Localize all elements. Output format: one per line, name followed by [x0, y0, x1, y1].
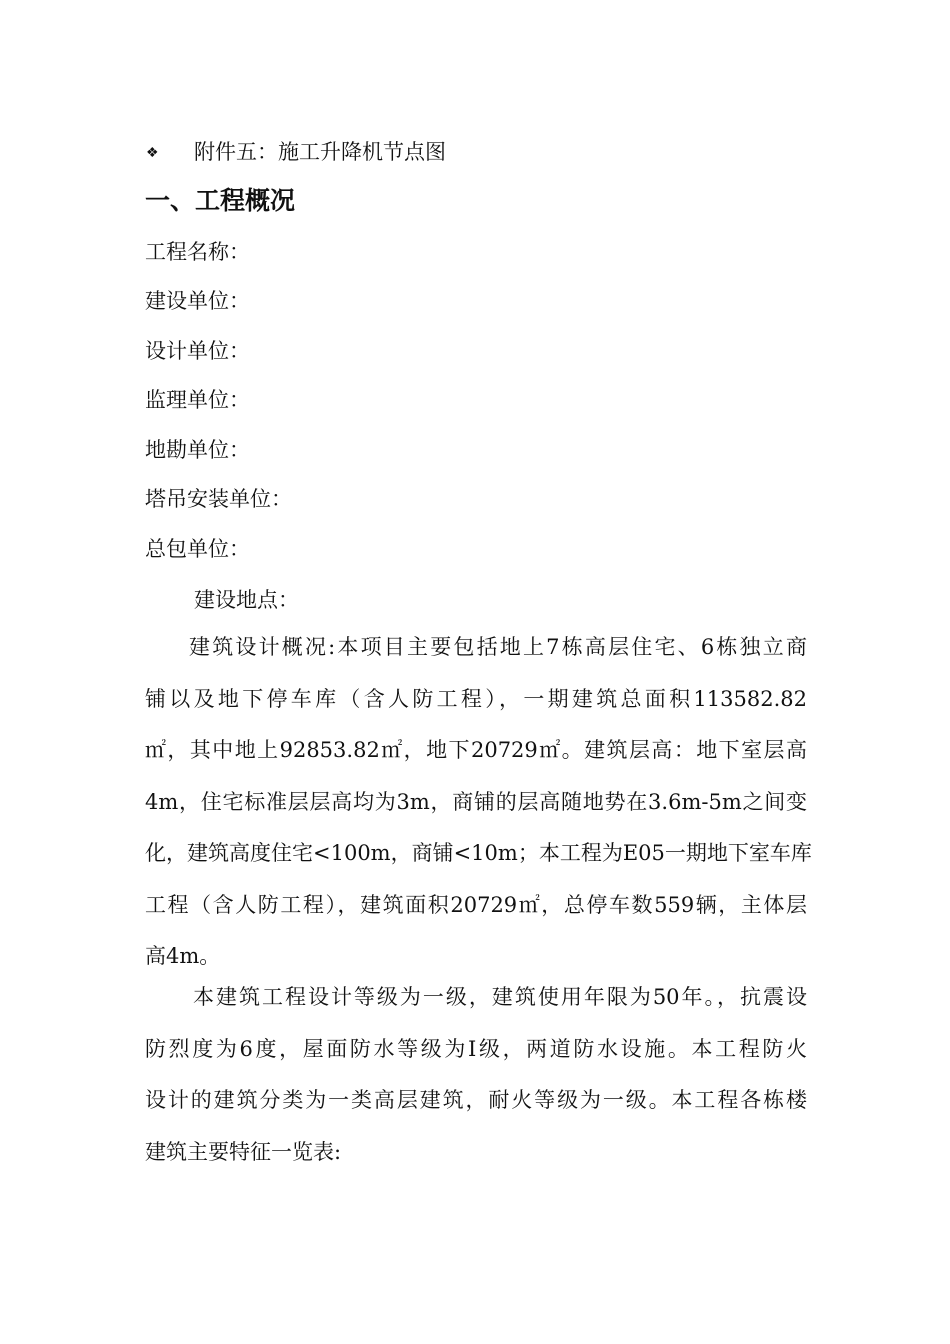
field-construction-unit: 建设单位：	[145, 289, 250, 313]
field-construction-site: 建设地点：	[194, 588, 299, 612]
field-design-unit: 设计单位：	[145, 339, 250, 363]
paragraph-line: 化，建筑高度住宅<100m，商铺<10m；本工程为E05一期地下室车库	[145, 841, 812, 865]
paragraph-line: 建筑设计概况:本项目主要包括地上7栋高层住宅、6栋独立商	[189, 635, 807, 659]
design-grade-paragraph	[145, 972, 807, 1178]
paragraph-line: 铺以及地下停车库（含人防工程），一期建筑总面积113582.82	[145, 686, 807, 711]
field-tower-crane-installer: 塔吊安装单位：	[145, 487, 292, 511]
attachment-text: 附件五：施工升降机节点图	[194, 140, 446, 164]
field-project-name: 工程名称：	[145, 240, 250, 264]
field-survey-unit: 地勘单位：	[145, 438, 250, 462]
paragraph-line: ㎡，其中地上92853.82㎡，地下20729㎡。建筑层高：地下室层高	[145, 738, 807, 762]
paragraph-line: 4m，住宅标准层层高均为3m，商铺的层高随地势在3.6m-5m之间变	[145, 789, 807, 814]
paragraph-line: 建筑主要特征一览表:	[145, 1139, 342, 1164]
paragraph-line: 本建筑工程设计等级为一级，建筑使用年限为50年。，抗震设	[193, 985, 807, 1009]
paragraph-line: 工程（含人防工程），建筑面积20729㎡，总停车数559辆，主体层	[145, 892, 807, 917]
section-heading: 一、工程概况	[145, 186, 296, 215]
building-overview-paragraph	[145, 622, 812, 983]
paragraph-line: 高4m。	[145, 944, 221, 968]
attachment-line	[146, 137, 446, 168]
paragraph-line: 设计的建筑分类为一类高层建筑，耐火等级为一级。本工程各栋楼	[145, 1088, 807, 1112]
field-supervision-unit: 监理单位：	[145, 388, 250, 412]
diamond-bullet-icon: ❖	[146, 145, 159, 161]
field-general-contractor: 总包单位：	[145, 537, 250, 561]
paragraph-line: 防烈度为6度，屋面防水等级为Ⅰ级，两道防水设施。本工程防火	[145, 1036, 807, 1061]
